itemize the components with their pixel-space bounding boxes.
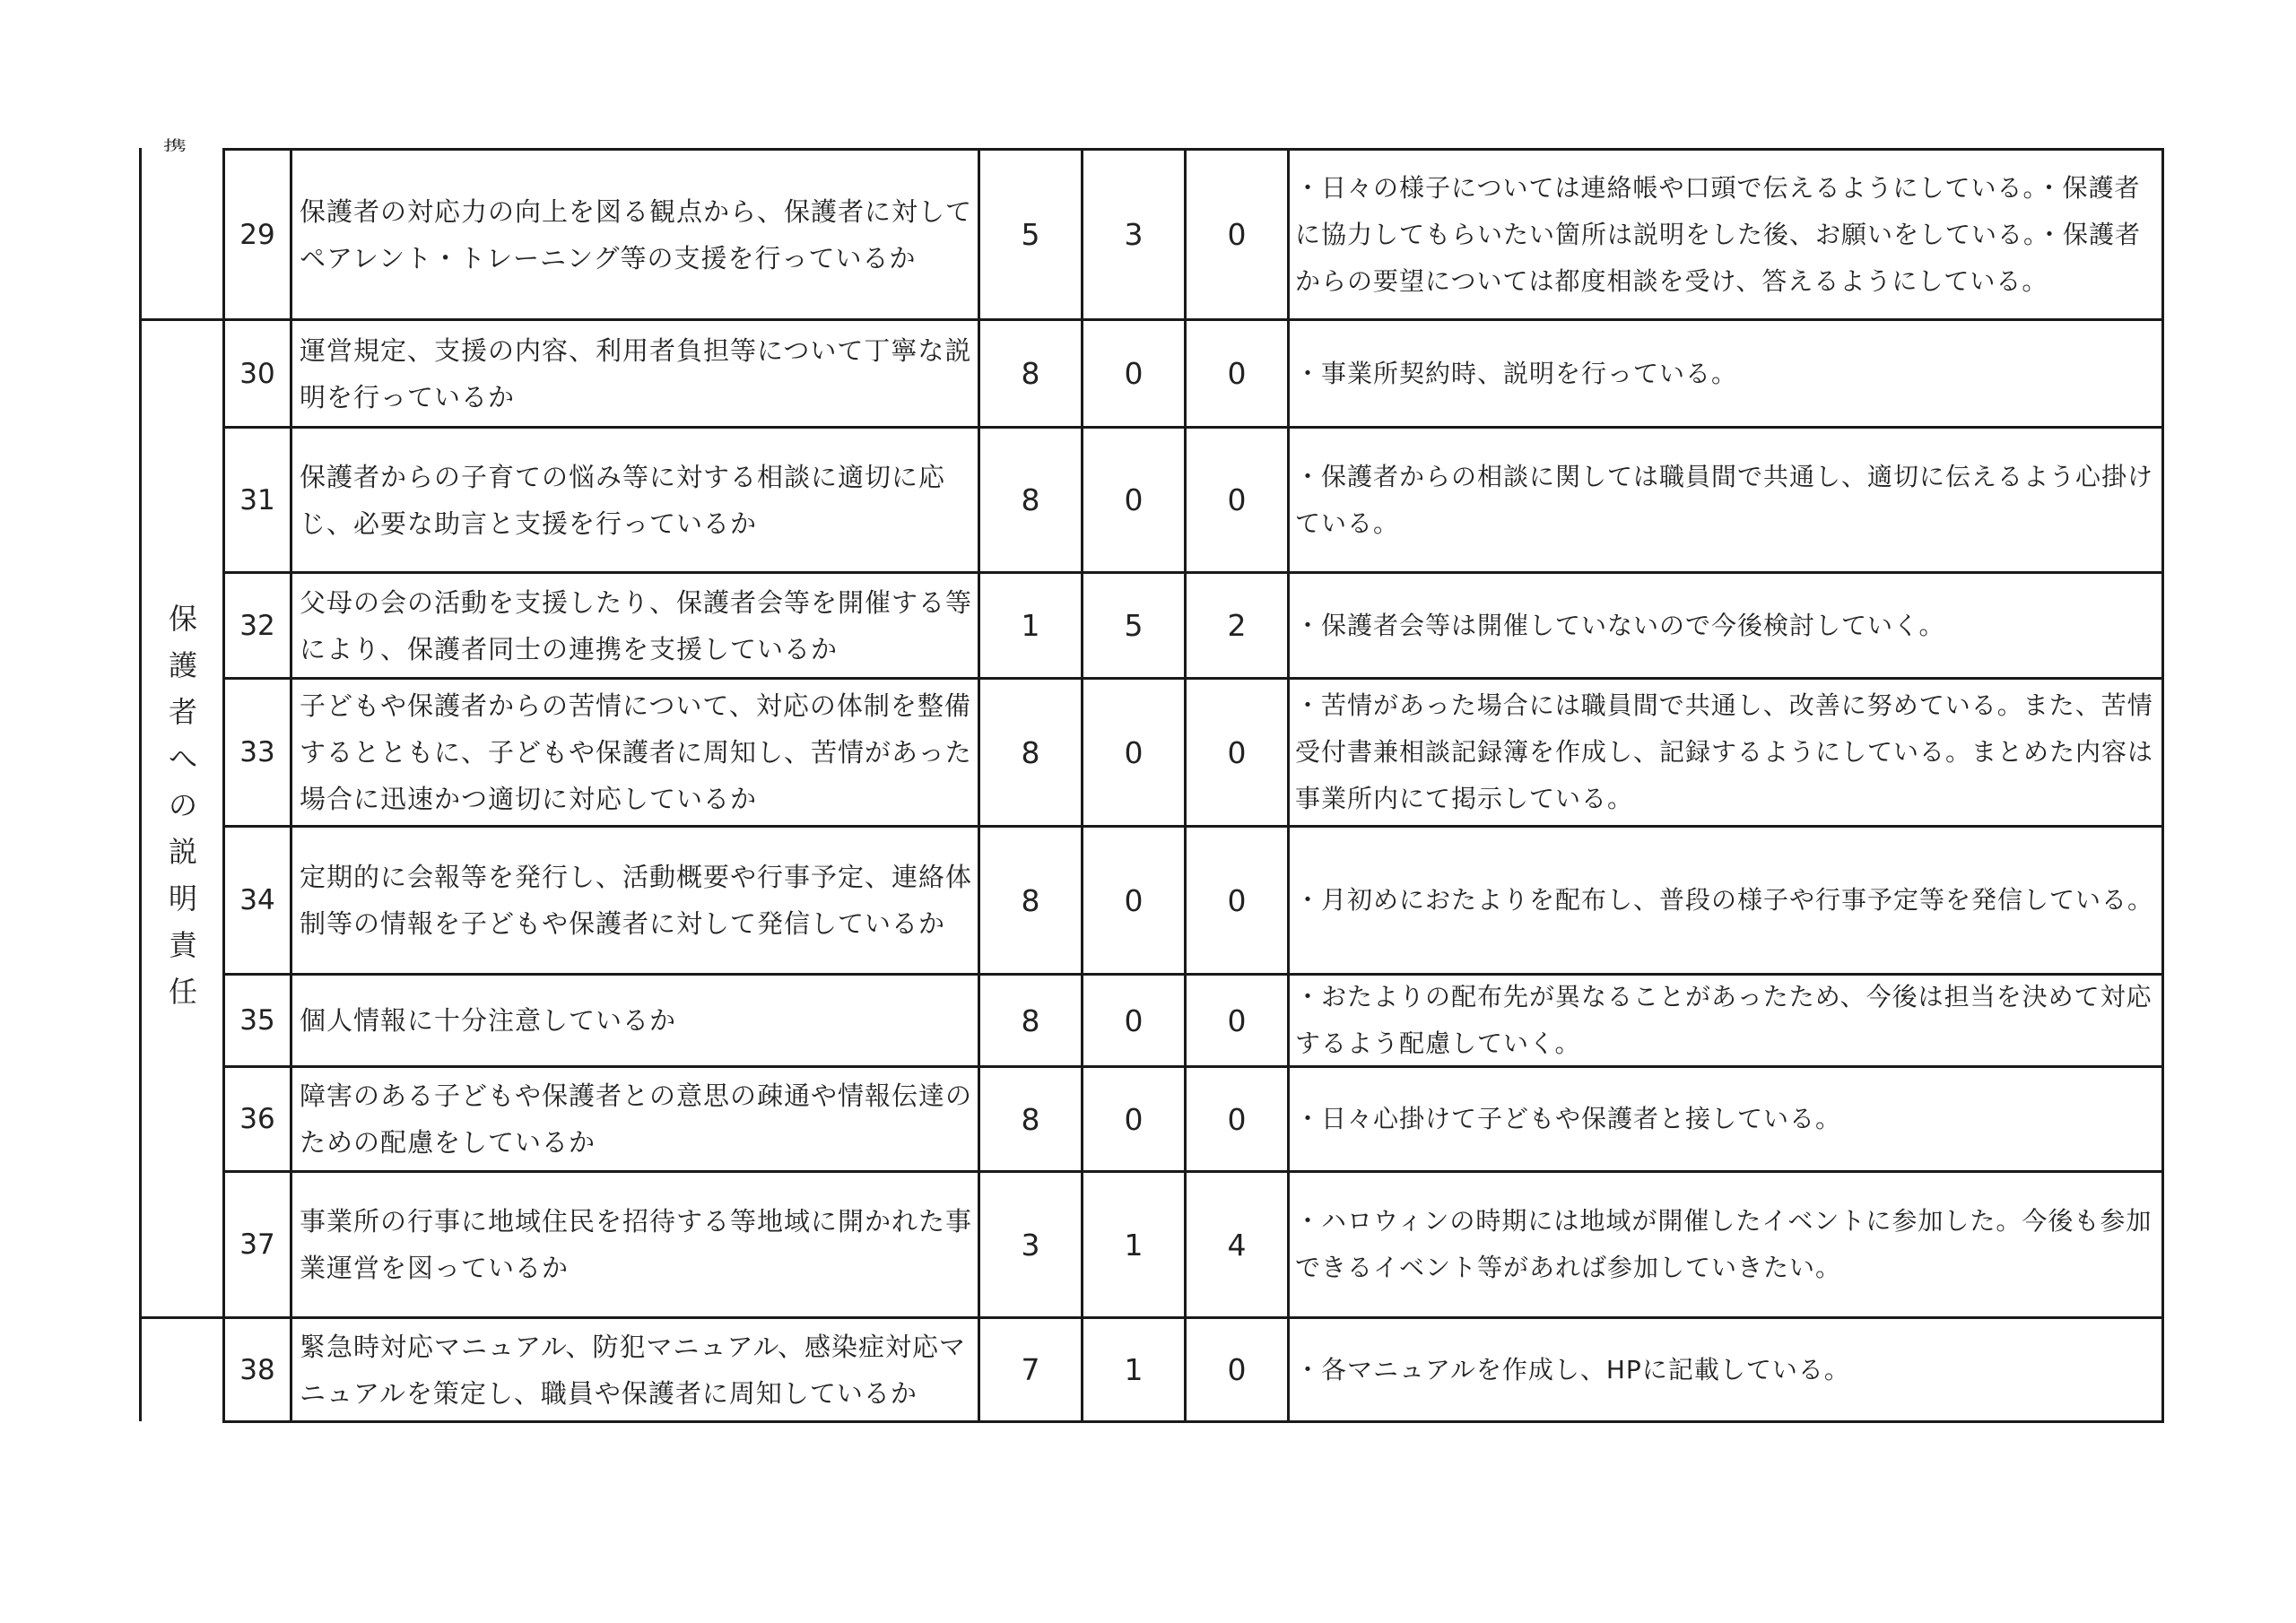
item-comment-text: ・事業所契約時、説明を行っている。 bbox=[1295, 358, 1738, 388]
item-question bbox=[292, 429, 978, 571]
score-mid bbox=[1083, 429, 1184, 571]
item-number-text: 30 bbox=[239, 357, 275, 390]
category-border bbox=[139, 148, 142, 1421]
score-yes bbox=[980, 828, 1081, 973]
score-mid-text: 0 bbox=[1124, 734, 1144, 770]
score-mid bbox=[1083, 151, 1184, 318]
score-no-text: 0 bbox=[1227, 1352, 1247, 1387]
score-no bbox=[1187, 151, 1287, 318]
item-comment-text: ・日々の様子については連絡帳や口頭で伝えるようにしている。・保護者に協力してもらいたい箇所は説明をした後、お願いをしている。・保護者からの要望については都度相談を受け、答えるようにしている。 bbox=[1295, 172, 2142, 296]
item-comment-text: ・ハロウィンの時期には地域が開催したイベントに参加した。今後も参加できるイベント等があれば参加していきたい。 bbox=[1295, 1206, 2152, 1282]
item-comment-text: ・苦情があった場合には職員間で共通し、改善に努めている。また、苦情受付書兼相談記録簿を作成し、記録するようにしている。まとめた内容は事業所内にて掲示している。 bbox=[1295, 690, 2154, 813]
category-char: 護 bbox=[168, 648, 197, 682]
item-question-text: 障害のある子どもや保護者との意思の疎通や情報伝達のための配慮をしているか bbox=[300, 1081, 973, 1158]
score-yes bbox=[980, 680, 1081, 825]
item-comment bbox=[1290, 976, 2161, 1065]
score-mid-text: 0 bbox=[1124, 356, 1144, 391]
item-question-text: 事業所の行事に地域住民を招待する等地域に開かれた事業運営を図っているか bbox=[300, 1206, 973, 1283]
item-comment bbox=[1290, 429, 2161, 571]
score-yes bbox=[980, 151, 1081, 318]
item-number-text: 29 bbox=[239, 218, 275, 251]
score-no-text: 4 bbox=[1227, 1227, 1247, 1263]
score-mid-text: 0 bbox=[1124, 482, 1144, 517]
score-no-text: 0 bbox=[1227, 356, 1247, 391]
item-comment-text: ・日々心掛けて子どもや保護者と接している。 bbox=[1295, 1104, 1842, 1133]
item-question-text: 緊急時対応マニュアル、防犯マニュアル、感染症対応マニュアルを策定し、職員や保護者に周知しているか bbox=[300, 1331, 967, 1409]
item-number bbox=[225, 321, 290, 426]
category-char: の bbox=[168, 788, 197, 822]
score-mid-text: 0 bbox=[1124, 1101, 1144, 1137]
score-yes-text: 7 bbox=[1021, 1352, 1040, 1387]
item-question-text: 父母の会の活動を支援したり、保護者会等を開催する等により、保護者同士の連携を支援しているか bbox=[300, 586, 973, 664]
score-mid bbox=[1083, 1068, 1184, 1170]
item-number-text: 32 bbox=[239, 609, 275, 642]
score-no bbox=[1187, 1319, 1287, 1420]
item-comment-text: ・おたよりの配布先が異なることがあったため、今後は担当を決めて対応するよう配慮していく。 bbox=[1295, 982, 2152, 1058]
score-no bbox=[1187, 680, 1287, 825]
item-number-text: 36 bbox=[239, 1103, 275, 1135]
item-comment bbox=[1290, 1068, 2161, 1170]
item-number-text: 34 bbox=[239, 884, 275, 916]
item-question-text: 個人情報に十分注意しているか bbox=[300, 1005, 677, 1036]
score-no bbox=[1187, 321, 1287, 426]
item-question-text: 定期的に会報等を発行し、活動概要や行事予定、連絡体制等の情報を子どもや保護者に対して発信しているか bbox=[300, 862, 973, 939]
item-comment bbox=[1290, 151, 2161, 318]
item-question bbox=[292, 1173, 978, 1316]
score-mid bbox=[1083, 1319, 1184, 1420]
item-number-text: 33 bbox=[239, 736, 275, 768]
item-question bbox=[292, 151, 978, 318]
score-no bbox=[1187, 429, 1287, 571]
score-yes-text: 8 bbox=[1021, 482, 1040, 517]
score-no bbox=[1187, 574, 1287, 677]
item-number-text: 37 bbox=[239, 1228, 275, 1261]
score-mid bbox=[1083, 680, 1184, 825]
score-yes bbox=[980, 1068, 1081, 1170]
item-number bbox=[225, 976, 290, 1065]
item-question bbox=[292, 828, 978, 973]
item-comment bbox=[1290, 1173, 2161, 1316]
score-yes-text: 1 bbox=[1021, 608, 1040, 643]
score-mid bbox=[1083, 1173, 1184, 1316]
previous-category-fragment: 携 bbox=[163, 137, 187, 154]
score-no bbox=[1187, 1173, 1287, 1316]
category-char: へ bbox=[168, 742, 197, 776]
item-comment-text: ・各マニュアルを作成し、HPに記載している。 bbox=[1295, 1354, 1850, 1384]
score-no-text: 2 bbox=[1227, 608, 1247, 643]
item-question-text: 保護者からの子育ての悩み等に対する相談に適切に応じ、必要な助言と支援を行っているか bbox=[300, 461, 946, 539]
item-question bbox=[292, 574, 978, 677]
item-question bbox=[292, 1068, 978, 1170]
score-mid bbox=[1083, 828, 1184, 973]
item-question-text: 運営規定、支援の内容、利用者負担等について丁寧な説明を行っているか bbox=[300, 334, 972, 412]
item-comment-text: ・保護者会等は開催していないので今後検討していく。 bbox=[1295, 610, 1945, 640]
item-comment bbox=[1290, 574, 2161, 677]
score-yes bbox=[980, 1173, 1081, 1316]
row-border bbox=[222, 1420, 2164, 1423]
score-yes bbox=[980, 321, 1081, 426]
score-yes-text: 8 bbox=[1021, 734, 1040, 770]
item-question bbox=[292, 976, 978, 1065]
item-number bbox=[225, 1173, 290, 1316]
score-no-text: 0 bbox=[1227, 482, 1247, 517]
item-number-text: 35 bbox=[239, 1004, 275, 1037]
score-no-text: 0 bbox=[1227, 882, 1247, 918]
category-char: 明 bbox=[168, 881, 197, 916]
score-mid bbox=[1083, 976, 1184, 1065]
category-char: 責 bbox=[168, 928, 197, 962]
item-number bbox=[225, 828, 290, 973]
item-number bbox=[225, 151, 290, 318]
score-mid bbox=[1083, 574, 1184, 677]
item-number bbox=[225, 429, 290, 571]
score-no-text: 0 bbox=[1227, 734, 1247, 770]
item-question-text: 子どもや保護者からの苦情について、対応の体制を整備するとともに、子どもや保護者に周知し、苦情があった場合に迅速かつ適切に対応しているか bbox=[300, 690, 972, 814]
score-yes bbox=[980, 1319, 1081, 1420]
item-question bbox=[292, 1319, 978, 1420]
item-comment-text: ・保護者からの相談に関しては職員間で共通し、適切に伝えるよう心掛けている。 bbox=[1295, 461, 2154, 538]
score-yes-text: 8 bbox=[1021, 1002, 1040, 1038]
column-border bbox=[2161, 148, 2164, 1423]
score-yes-text: 8 bbox=[1021, 356, 1040, 391]
score-mid bbox=[1083, 321, 1184, 426]
item-comment bbox=[1290, 321, 2161, 426]
item-comment bbox=[1290, 680, 2161, 825]
score-mid-text: 1 bbox=[1124, 1227, 1144, 1263]
score-yes-text: 3 bbox=[1021, 1227, 1040, 1263]
score-yes bbox=[980, 429, 1081, 571]
score-yes-text: 5 bbox=[1021, 217, 1040, 252]
item-question bbox=[292, 321, 978, 426]
score-yes bbox=[980, 574, 1081, 677]
category-char: 保 bbox=[168, 602, 197, 636]
score-no-text: 0 bbox=[1227, 217, 1247, 252]
score-yes-text: 8 bbox=[1021, 882, 1040, 918]
item-number-text: 31 bbox=[239, 483, 275, 516]
score-yes bbox=[980, 976, 1081, 1065]
item-number bbox=[225, 1319, 290, 1420]
item-question-text: 保護者の対応力の向上を図る観点から、保護者に対してペアレント・トレーニング等の支援を行っているか bbox=[300, 195, 973, 273]
score-no-text: 0 bbox=[1227, 1002, 1247, 1038]
item-number bbox=[225, 680, 290, 825]
score-yes-text: 8 bbox=[1021, 1101, 1040, 1137]
item-comment bbox=[1290, 1319, 2161, 1420]
score-no bbox=[1187, 828, 1287, 973]
item-comment bbox=[1290, 828, 2161, 973]
score-no-text: 0 bbox=[1227, 1101, 1247, 1137]
item-number bbox=[225, 1068, 290, 1170]
score-mid-text: 5 bbox=[1124, 608, 1144, 643]
category-accountability-label bbox=[144, 595, 222, 1015]
category-char: 説 bbox=[168, 835, 197, 869]
category-char: 者 bbox=[168, 695, 197, 729]
item-number-text: 38 bbox=[239, 1353, 275, 1386]
score-mid-text: 3 bbox=[1124, 217, 1144, 252]
score-no bbox=[1187, 976, 1287, 1065]
score-mid-text: 0 bbox=[1124, 882, 1144, 918]
item-comment-text: ・月初めにおたよりを配布し、普段の様子や行事予定等を発信している。 bbox=[1295, 885, 2154, 915]
item-number bbox=[225, 574, 290, 677]
item-question bbox=[292, 680, 978, 825]
score-mid-text: 1 bbox=[1124, 1352, 1144, 1387]
category-char: 任 bbox=[168, 975, 197, 1009]
score-mid-text: 0 bbox=[1124, 1002, 1144, 1038]
score-no bbox=[1187, 1068, 1287, 1170]
